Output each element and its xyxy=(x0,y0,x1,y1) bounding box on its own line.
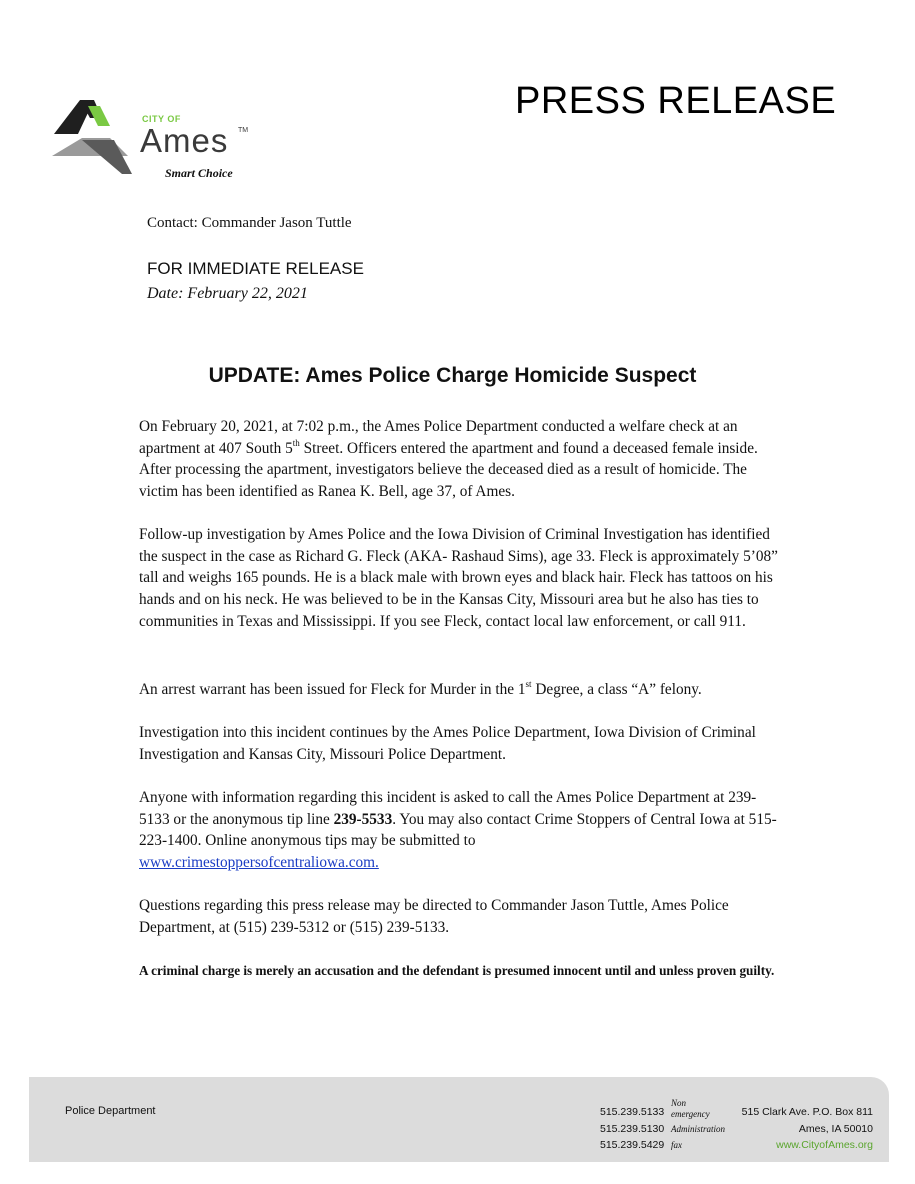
footer-department: Police Department xyxy=(65,1105,156,1117)
p4-text: Investigation into this incident continues by the Ames Police Department, Iowa Division of Criminal Investigation and Kansas City, Missouri Police Department. xyxy=(139,724,756,763)
paragraph-5 xyxy=(139,787,779,874)
paragraph-2 xyxy=(139,524,779,633)
footer xyxy=(29,1077,889,1162)
p6-text: Questions regarding this press release may be directed to Commander Jason Tuttle, Ames Police Department, at (515) 239-5312 or (515) 239-5133. xyxy=(139,897,729,936)
legal-disclaimer: A criminal charge is merely an accusation and the defendant is presumed innocent until and unless proven guilty. xyxy=(139,963,775,978)
p2-text: Follow-up investigation by Ames Police and the Iowa Division of Criminal Investigation has identified the suspect in the case as Richard G. Fleck (AKA- Rashaud Sims), age 33. Fleck is approximately 5’08” tall and weighs 165 pounds. He is a black male with brown eyes and black hair. Fleck has tattoos on his hands and on his neck. He was believed to be in the Kansas City, Missouri area but he also has ties to communities in Texas and Mississippi. If you see Fleck, contact local law enforcement, or call 911. xyxy=(139,526,778,630)
footer-phone-label-nonemergency: Non emergency xyxy=(671,1098,710,1119)
logo-city-of-text: CITY OF xyxy=(142,114,181,124)
ames-logo-mark-icon xyxy=(52,96,142,186)
footer-website-link[interactable]: www.CityofAmes.org xyxy=(776,1139,873,1151)
paragraph-3 xyxy=(139,679,779,701)
footer-phone-nonemergency: 515.239.5133 xyxy=(600,1106,665,1118)
p5-text-a: Anyone with information regarding this incident is asked to call the Ames Police Department at 239-5133 or the anonymous tip line xyxy=(139,789,757,828)
logo-tagline: Smart Choice xyxy=(165,166,233,180)
p1-text-a: On February 20, 2021, at 7:02 p.m., the Ames Police Department conducted a welfare check at an apartment at 407 South 5 xyxy=(139,418,738,457)
p1-superscript: th xyxy=(292,437,300,448)
footer-address-line-1: 515 Clark Ave. P.O. Box 811 xyxy=(741,1106,873,1118)
p3-text-b: Degree, a class “A” felony. xyxy=(531,681,702,698)
paragraph-1 xyxy=(139,416,779,503)
paragraph-6 xyxy=(139,895,779,938)
footer-phone-label-fax: fax xyxy=(671,1140,682,1150)
p3-superscript: st xyxy=(525,679,532,689)
city-of-ames-logo xyxy=(52,96,252,186)
logo-ames-text: Ames xyxy=(140,122,229,159)
footer-phone-administration: 515.239.5130 xyxy=(600,1123,665,1135)
release-date: Date: February 22, 2021 xyxy=(147,285,308,302)
press-release-title: PRESS RELEASE xyxy=(515,80,837,122)
p5-text-b: . You may also contact Crime Stoppers of Central Iowa at 515-223-1400. Online anonymous tips may be submitted to xyxy=(139,810,777,850)
contact-line: Contact: Commander Jason Tuttle xyxy=(147,215,352,231)
tip-line-number: 239-5533 xyxy=(333,810,393,828)
headline: UPDATE: Ames Police Charge Homicide Suspect xyxy=(208,364,697,387)
p3-text-a: An arrest warrant has been issued for Fleck for Murder in the 1 xyxy=(139,681,526,698)
footer-phone-fax: 515.239.5429 xyxy=(600,1139,665,1151)
crime-stoppers-link[interactable]: www.crimestoppersofcentraliowa.com. xyxy=(139,854,379,872)
immediate-release-label: FOR IMMEDIATE RELEASE xyxy=(147,259,364,278)
footer-address-line-2: Ames, IA 50010 xyxy=(798,1123,873,1135)
footer-phone-label-administration: Administration xyxy=(671,1124,726,1134)
logo-trademark: TM xyxy=(238,127,249,134)
p1-text-b: Street. Officers entered the apartment and found a deceased female inside. After processing the apartment, investigators believe the deceased died as a result of homicide. The victim has been identified as Ranea K. Bell, age 37, of Ames. xyxy=(139,439,758,501)
paragraph-4 xyxy=(139,722,779,765)
